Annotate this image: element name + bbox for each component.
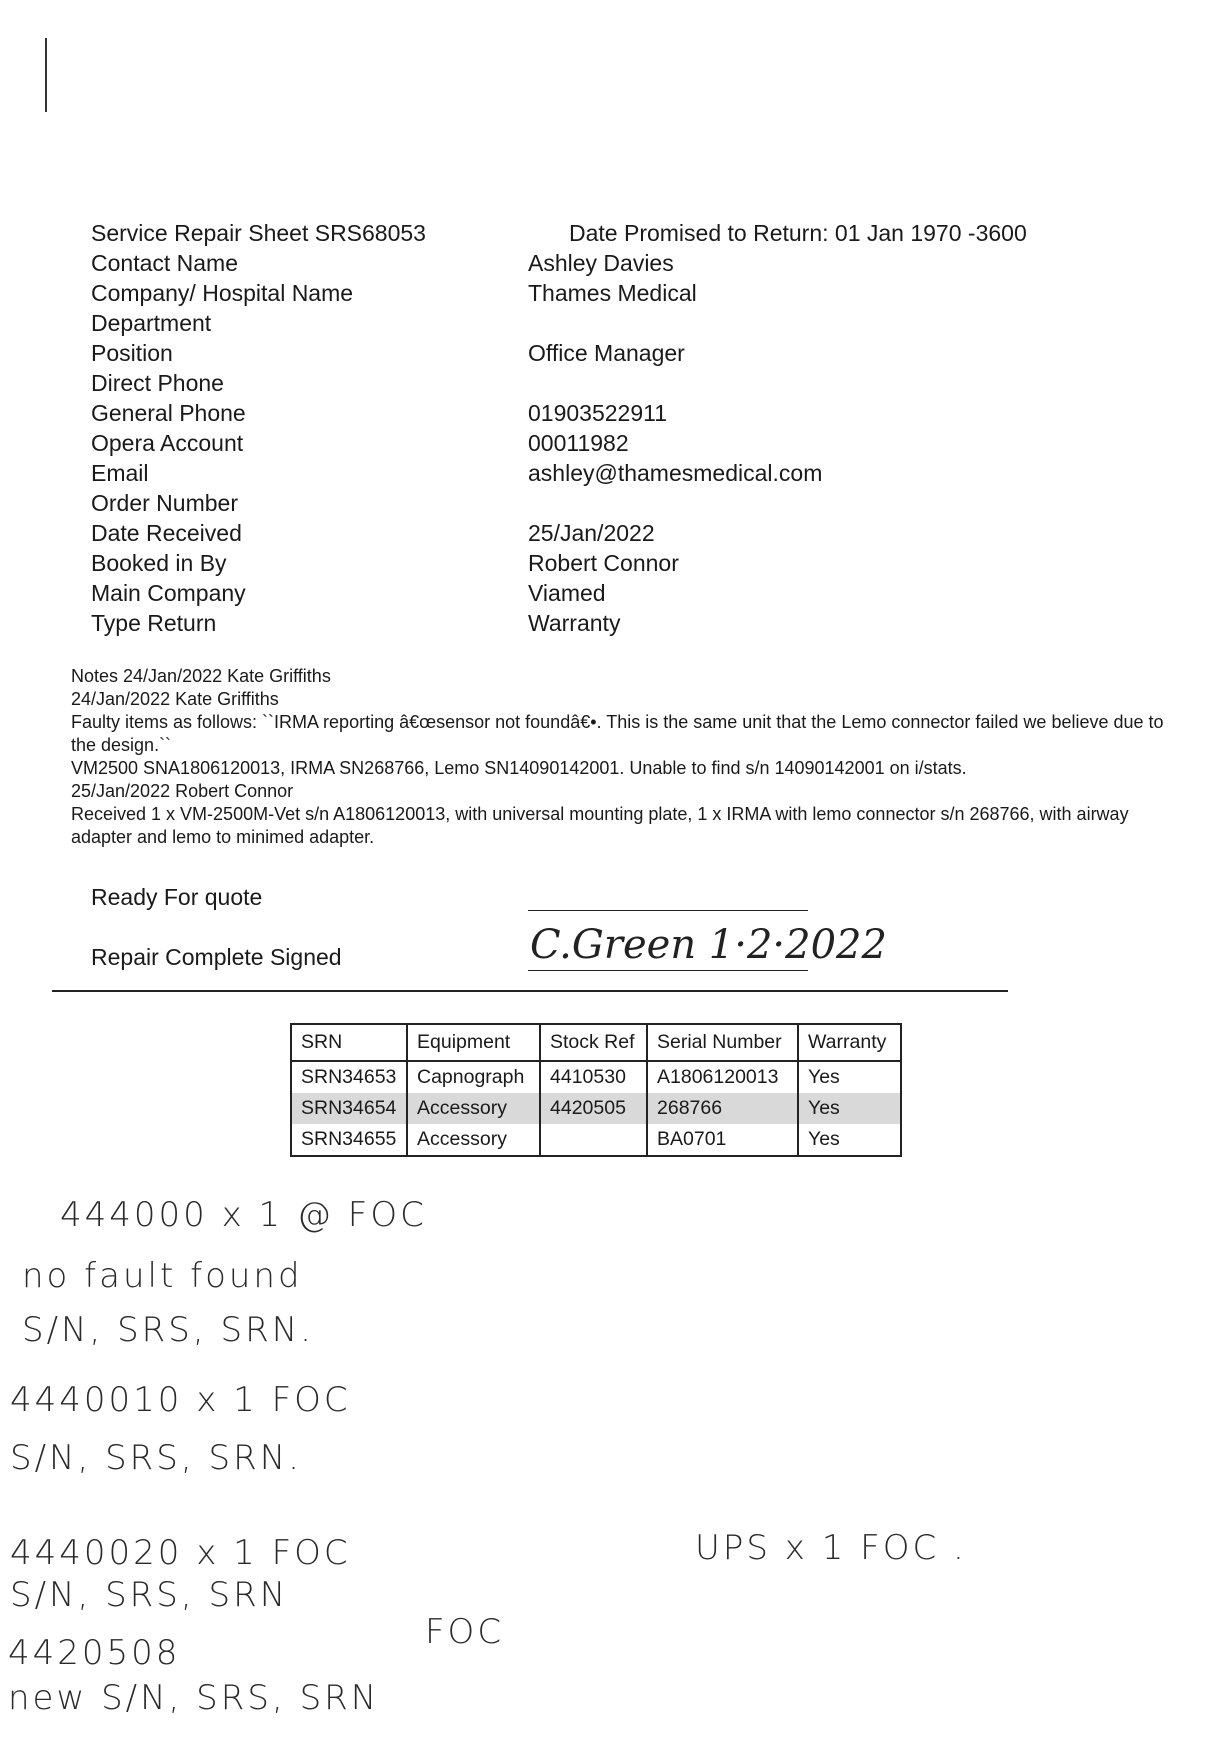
header-equipment: Equipment: [407, 1024, 540, 1061]
cell-stock-ref: 4410530: [540, 1061, 647, 1093]
handwritten-note: FOC: [425, 1612, 505, 1652]
field-value: Warranty: [528, 610, 621, 636]
field-label: Date Received: [91, 520, 242, 546]
margin-mark: [45, 38, 47, 112]
handwritten-note: S/N, SRS, SRN: [10, 1575, 289, 1615]
field-label: Booked in By: [91, 550, 227, 576]
cell-warranty: Yes: [798, 1093, 901, 1124]
notes-line: VM2500 SNA1806120013, IRMA SN268766, Lemo SN14090142001. Unable to find s/n 14090142001 on i/stats.: [71, 758, 967, 778]
field-label: Department: [91, 310, 212, 336]
cell-srn: SRN34654: [291, 1093, 407, 1124]
cell-warranty: Yes: [798, 1124, 901, 1156]
notes-line: 24/Jan/2022 Kate Griffiths: [71, 689, 279, 709]
field-label: Company/ Hospital Name: [91, 280, 354, 306]
date-promised-value: 01 Jan 1970 -3600: [834, 220, 1027, 246]
sheet-title: Service Repair Sheet SRS68053: [91, 220, 426, 246]
cell-serial-number: A1806120013: [647, 1061, 798, 1093]
cell-serial-number: 268766: [647, 1093, 798, 1124]
cell-equipment: Capnograph: [407, 1061, 540, 1093]
notes-line: 25/Jan/2022 Robert Connor: [71, 781, 294, 801]
field-label: Direct Phone: [91, 370, 224, 396]
field-value: Office Manager: [528, 340, 685, 366]
handwritten-note: new S/N, SRS, SRN: [8, 1678, 380, 1718]
handwritten-note: UPS x 1 FOC .: [695, 1528, 967, 1568]
cell-stock-ref: [540, 1124, 647, 1156]
handwritten-note: S/N, SRS, SRN.: [10, 1438, 302, 1478]
handwritten-note: S/N, SRS, SRN.: [22, 1310, 314, 1350]
notes-line: Received 1 x VM-2500M-Vet s/n A1806120013, with universal mounting plate, 1 x IRMA with lemo connector s/n 268766, with airway adapter and lemo to minimed adapter.: [71, 804, 1129, 847]
field-value: Ashley Davies: [528, 250, 674, 276]
notes-line: Faulty items as follows: ``IRMA reporting â€œsensor not foundâ€•. This is the same unit that the Lemo connector failed we believe due to the design.``: [71, 712, 1164, 755]
table-row: [291, 1061, 901, 1093]
section-divider: [52, 990, 1008, 992]
field-value: Robert Connor: [528, 550, 679, 576]
field-value: Viamed: [528, 580, 606, 606]
ready-for-quote-line: [528, 910, 808, 911]
cell-stock-ref: 4420505: [540, 1093, 647, 1124]
cell-warranty: Yes: [798, 1061, 901, 1093]
field-value: Thames Medical: [528, 280, 697, 306]
field-value: ashley@thamesmedical.com: [528, 460, 823, 486]
handwritten-note: 4440020 x 1 FOC: [10, 1533, 351, 1573]
table-row: [291, 1093, 901, 1124]
cell-equipment: Accessory: [407, 1124, 540, 1156]
field-label: Contact Name: [91, 250, 239, 276]
cell-srn: SRN34653: [291, 1061, 407, 1093]
handwritten-note: no fault found: [22, 1256, 303, 1296]
notes-block: [71, 665, 1176, 849]
field-label: Position: [91, 340, 173, 366]
field-label: Email: [91, 460, 149, 486]
cell-equipment: Accessory: [407, 1093, 540, 1124]
table-row: [291, 1124, 901, 1156]
cell-serial-number: BA0701: [647, 1124, 798, 1156]
header-warranty: Warranty: [798, 1024, 901, 1061]
repair-complete-line: [528, 970, 808, 971]
table-header-row: [291, 1024, 901, 1061]
cell-srn: SRN34655: [291, 1124, 407, 1156]
field-label: Main Company: [91, 580, 246, 606]
handwritten-note: 4420508: [8, 1633, 181, 1673]
header-stock-ref: Stock Ref: [540, 1024, 647, 1061]
header-serial-number: Serial Number: [647, 1024, 798, 1061]
field-value: 25/Jan/2022: [528, 520, 655, 546]
field-value: 01903522911: [528, 400, 667, 426]
header-srn: SRN: [291, 1024, 407, 1061]
field-label: Opera Account: [91, 430, 244, 456]
field-label: Type Return: [91, 610, 217, 636]
ready-for-quote-label: Ready For quote: [91, 884, 263, 910]
field-label: General Phone: [91, 400, 246, 426]
repair-complete-label: Repair Complete Signed: [91, 944, 342, 970]
handwritten-note: 444000 x 1 @ FOC: [60, 1195, 427, 1235]
equipment-table: [290, 1023, 902, 1157]
field-value: 00011982: [528, 430, 629, 456]
handwritten-note: 4440010 x 1 FOC: [10, 1380, 351, 1420]
field-label: Order Number: [91, 490, 238, 516]
repair-complete-signature: C.Green 1·2·2022: [530, 922, 887, 968]
notes-line: Notes 24/Jan/2022 Kate Griffiths: [71, 666, 331, 686]
date-promised: [569, 219, 1027, 247]
date-promised-label: Date Promised to Return:: [569, 220, 829, 246]
